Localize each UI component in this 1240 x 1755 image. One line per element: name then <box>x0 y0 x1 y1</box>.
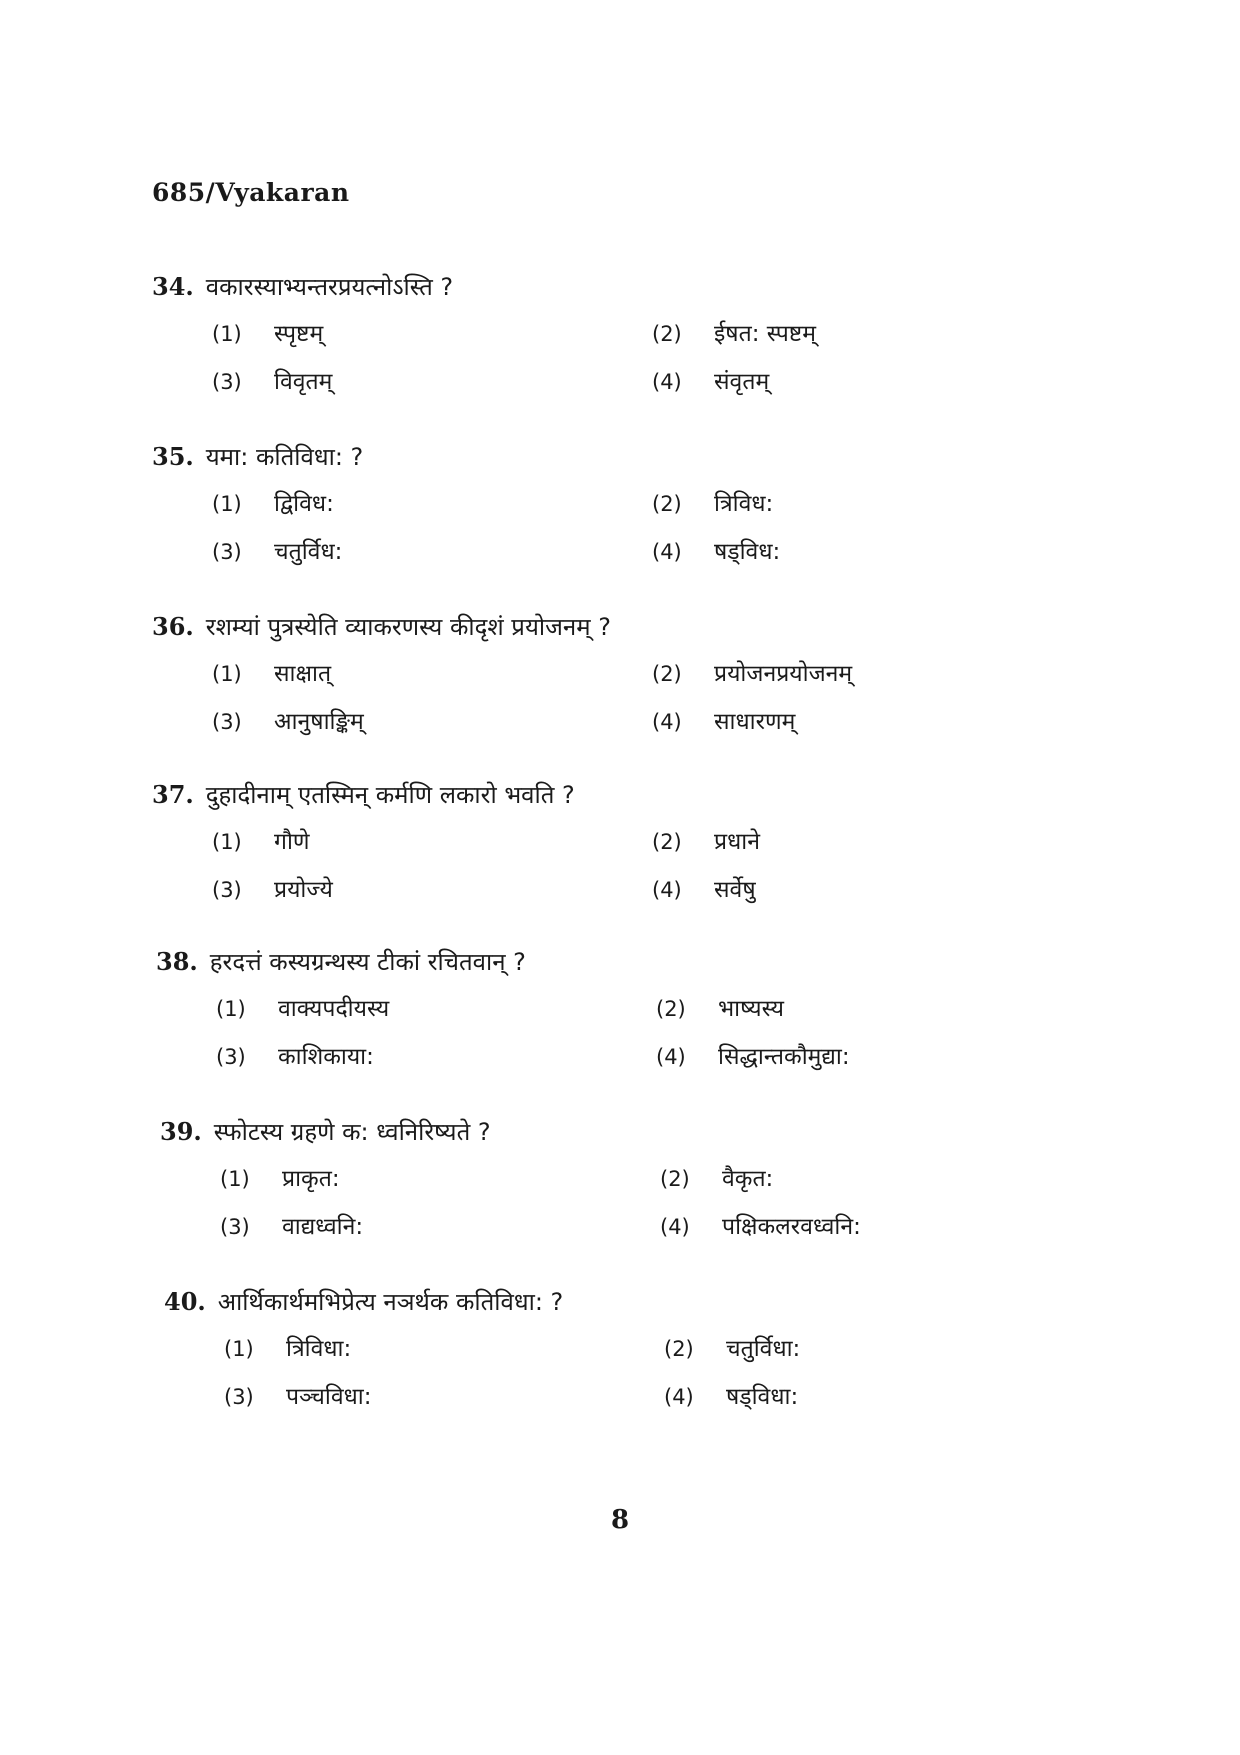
question-number: 36. <box>152 612 194 641</box>
option-text: विवृतम् <box>274 369 333 395</box>
option-text: साक्षात् <box>274 661 332 687</box>
question-text: स्फोटस्य ग्रहणे क: ध्वनिरिष्यते ? <box>213 1118 491 1146</box>
option-text: आनुषाङ्किम् <box>274 709 364 735</box>
option-3 <box>224 1379 664 1417</box>
option-3 <box>220 1209 660 1247</box>
option-4 <box>660 1209 1100 1247</box>
option-number: (3) <box>216 1045 246 1069</box>
option-number: (3) <box>220 1215 250 1239</box>
question-text: वकारस्याभ्यन्तरप्रयत्नोऽस्ति ? <box>205 273 454 301</box>
option-number: (4) <box>652 878 682 902</box>
option-1 <box>220 1161 660 1199</box>
option-number: (1) <box>220 1167 250 1191</box>
question-number: 37. <box>152 780 194 809</box>
question-text: हरदत्तं कस्यग्रन्थस्य टीकां रचितवान् ? <box>209 948 526 976</box>
page-number: 8 <box>610 1505 630 1535</box>
option-4 <box>656 1039 1096 1077</box>
option-number: (2) <box>656 997 686 1021</box>
option-number: (4) <box>656 1045 686 1069</box>
option-1 <box>212 316 652 354</box>
question-text: दुहादीनाम् एतस्मिन् कर्मणि लकारो भवति ? <box>205 781 575 809</box>
option-1 <box>212 486 652 524</box>
option-number: (1) <box>224 1337 254 1361</box>
option-text: वैकृत: <box>722 1166 774 1192</box>
option-2 <box>660 1161 1100 1199</box>
option-number: (1) <box>212 322 242 346</box>
option-1 <box>224 1331 664 1369</box>
option-2 <box>664 1331 1104 1369</box>
option-number: (2) <box>652 830 682 854</box>
option-1 <box>212 824 652 862</box>
question-34 <box>152 270 1052 402</box>
option-text: प्रयोजनप्रयोजनम् <box>714 661 853 687</box>
option-number: (4) <box>664 1385 694 1409</box>
option-2 <box>652 486 1092 524</box>
option-text: संवृतम् <box>714 369 770 395</box>
option-text: सिद्धान्तकौमुद्या: <box>718 1044 850 1070</box>
option-text: पञ्चविधा: <box>286 1384 372 1410</box>
option-number: (1) <box>212 492 242 516</box>
question-number: 40. <box>164 1287 206 1316</box>
option-number: (1) <box>212 830 242 854</box>
option-number: (1) <box>216 997 246 1021</box>
option-1 <box>216 991 656 1029</box>
option-3 <box>212 872 652 910</box>
option-text: वाक्यपदीयस्य <box>278 996 390 1022</box>
option-text: त्रिविध: <box>714 491 774 517</box>
question-37 <box>152 778 1052 910</box>
option-number: (4) <box>660 1215 690 1239</box>
question-36 <box>152 610 1052 742</box>
option-text: प्रधाने <box>714 829 760 855</box>
question-39 <box>160 1115 1060 1247</box>
option-4 <box>664 1379 1104 1417</box>
option-text: चतुर्विधा: <box>726 1336 801 1362</box>
option-number: (1) <box>212 662 242 686</box>
question-text: रशम्यां पुत्रस्येति व्याकरणस्य कीदृशं प्रयोजनम् ? <box>205 613 611 641</box>
option-text: ईषत: स्पष्टम् <box>714 321 816 347</box>
option-number: (2) <box>652 492 682 516</box>
option-text: प्राकृत: <box>282 1166 340 1192</box>
option-number: (3) <box>212 540 242 564</box>
option-4 <box>652 704 1092 742</box>
question-number: 34. <box>152 272 194 301</box>
option-number: (3) <box>212 878 242 902</box>
option-text: स्पृष्टम् <box>274 321 324 347</box>
option-number: (3) <box>212 370 242 394</box>
option-number: (4) <box>652 710 682 734</box>
question-number: 35. <box>152 442 194 471</box>
option-4 <box>652 534 1092 572</box>
option-number: (4) <box>652 370 682 394</box>
question-number: 39. <box>160 1117 202 1146</box>
option-number: (3) <box>212 710 242 734</box>
option-text: प्रयोज्ये <box>274 877 333 903</box>
question-text: आर्थिकार्थमभिप्रेत्य नञर्थक कतिविधा: ? <box>217 1288 564 1316</box>
option-text: काशिकाया: <box>278 1044 374 1070</box>
option-text: पक्षिकलरवध्वनि: <box>722 1214 861 1240</box>
option-3 <box>212 364 652 402</box>
option-text: साधारणम् <box>714 709 796 735</box>
option-number: (2) <box>660 1167 690 1191</box>
option-2 <box>652 656 1092 694</box>
option-number: (3) <box>224 1385 254 1409</box>
option-2 <box>652 316 1092 354</box>
question-35 <box>152 440 1052 572</box>
option-2 <box>652 824 1092 862</box>
question-38 <box>156 945 1056 1077</box>
question-40 <box>164 1285 1064 1417</box>
option-3 <box>212 534 652 572</box>
option-3 <box>212 704 652 742</box>
option-text: गौणे <box>274 829 310 855</box>
option-3 <box>216 1039 656 1077</box>
option-1 <box>212 656 652 694</box>
option-4 <box>652 872 1092 910</box>
option-text: सर्वेषु <box>714 877 756 903</box>
option-number: (2) <box>652 662 682 686</box>
paper-code-header: 685/Vyakaran <box>152 178 350 207</box>
option-text: चतुर्विध: <box>274 539 343 565</box>
question-number: 38. <box>156 947 198 976</box>
option-text: वाद्यध्वनि: <box>282 1214 364 1240</box>
option-text: द्विविध: <box>274 491 334 517</box>
option-number: (2) <box>664 1337 694 1361</box>
option-number: (2) <box>652 322 682 346</box>
question-text: यमा: कतिविधा: ? <box>205 443 364 471</box>
option-4 <box>652 364 1092 402</box>
option-text: षड्विध: <box>714 539 781 565</box>
option-number: (4) <box>652 540 682 564</box>
option-text: त्रिविधा: <box>286 1336 352 1362</box>
option-text: भाष्यस्य <box>718 996 784 1022</box>
option-text: षड्विधा: <box>726 1384 799 1410</box>
option-2 <box>656 991 1096 1029</box>
